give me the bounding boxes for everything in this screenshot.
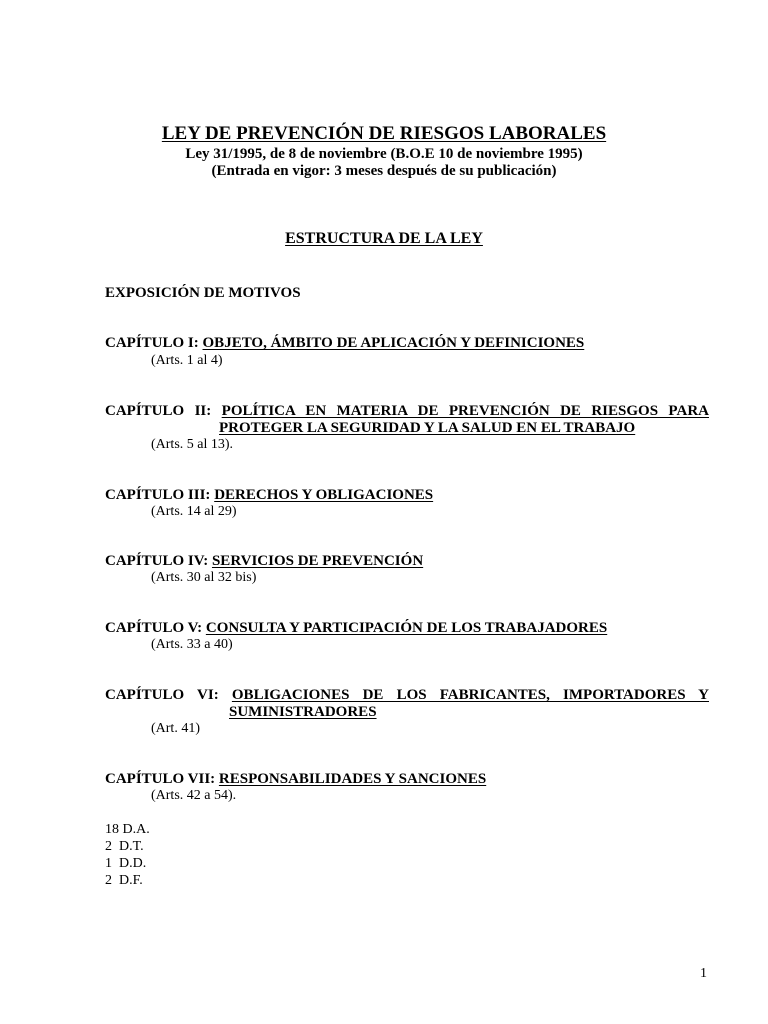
chapter-title: OBLIGACIONES DE LOS FABRICANTES, IMPORTADORES Y xyxy=(231,687,709,703)
chapter-title: OBJETO, ÁMBITO DE APLICACIÓN Y DEFINICIONES xyxy=(202,335,585,351)
chapter-title: RESPONSABILIDADES Y SANCIONES xyxy=(218,771,487,787)
chapter-7-articles: (Arts. 42 a 54). xyxy=(151,788,237,803)
chapter-label: CAPÍTULO II: xyxy=(105,403,212,419)
document-title: LEY DE PREVENCIÓN DE RIESGOS LABORALES xyxy=(161,123,607,144)
chapter-2-articles: (Arts. 5 al 13). xyxy=(151,437,234,452)
page-number: 1 xyxy=(700,966,707,981)
chapter-label: CAPÍTULO IV: xyxy=(105,553,209,569)
section-title: ESTRUCTURA DE LA LEY xyxy=(285,230,483,247)
chapter-2-heading-line1 xyxy=(105,403,709,420)
chapter-4-heading xyxy=(105,553,423,570)
chapter-1-heading xyxy=(105,335,584,352)
chapter-4-articles: (Arts. 30 al 32 bis) xyxy=(151,570,257,585)
chapter-6-heading-line1 xyxy=(105,687,709,704)
law-reference: Ley 31/1995, de 8 de noviembre (B.O.E 10 de noviembre 1995) xyxy=(185,146,583,162)
chapter-label: CAPÍTULO VI: xyxy=(105,687,219,703)
exposicion-heading: EXPOSICIÓN DE MOTIVOS xyxy=(105,285,301,301)
chapter-label: CAPÍTULO V: xyxy=(105,620,203,636)
chapter-title: POLÍTICA EN MATERIA DE PREVENCIÓN DE RIESGOS PARA xyxy=(221,403,709,419)
chapter-title: SERVICIOS DE PREVENCIÓN xyxy=(211,553,424,569)
chapter-5-heading xyxy=(105,620,607,637)
chapter-3-articles: (Arts. 14 al 29) xyxy=(151,504,237,519)
disposition-adicionales: 18 D.A. xyxy=(105,822,150,837)
chapter-3-heading xyxy=(105,487,433,504)
disposition-derogatoria: 1 D.D. xyxy=(105,856,147,871)
chapter-label: CAPÍTULO VII: xyxy=(105,771,216,787)
chapter-6-articles: (Art. 41) xyxy=(151,721,200,736)
chapter-1-articles: (Arts. 1 al 4) xyxy=(151,353,223,368)
chapter-2-heading-line2: PROTEGER LA SEGURIDAD Y LA SALUD EN EL TRABAJO xyxy=(219,420,636,436)
disposition-finales: 2 D.F. xyxy=(105,873,143,888)
chapter-7-heading xyxy=(105,771,486,788)
chapter-title: CONSULTA Y PARTICIPACIÓN DE LOS TRABAJADORES xyxy=(205,620,608,636)
chapter-label: CAPÍTULO III: xyxy=(105,487,211,503)
chapter-6-heading-line2: SUMINISTRADORES xyxy=(229,704,377,720)
chapter-title: DERECHOS Y OBLIGACIONES xyxy=(214,487,434,503)
entry-into-force-note: (Entrada en vigor: 3 meses después de su publicación) xyxy=(211,163,557,179)
chapter-label: CAPÍTULO I: xyxy=(105,335,199,351)
chapter-5-articles: (Arts. 33 a 40) xyxy=(151,637,233,652)
disposition-transitorias: 2 D.T. xyxy=(105,839,144,854)
